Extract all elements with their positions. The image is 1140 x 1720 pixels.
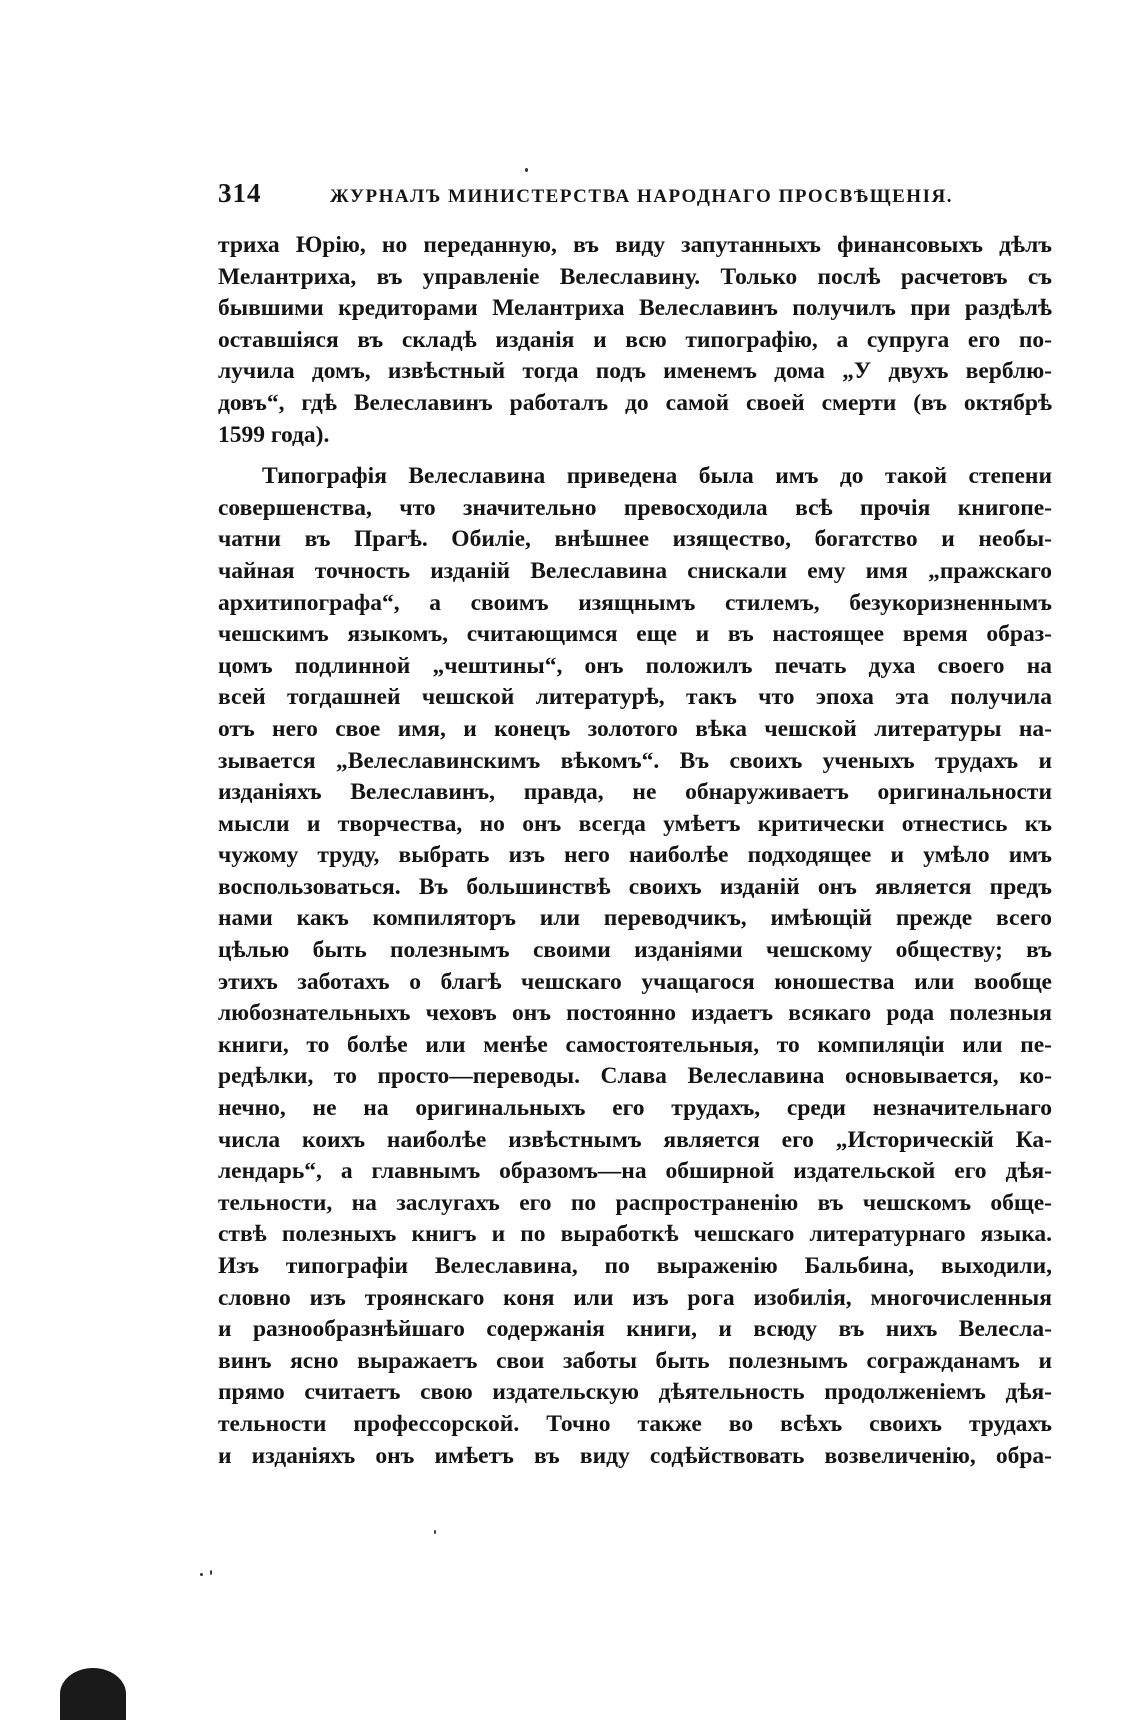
text-line: этихъ заботахъ о благѣ чешскаго учащагося юношества или вообще — [218, 968, 1052, 995]
text-line: нами какъ компиляторъ или переводчикъ, имѣющій прежде всего — [218, 905, 1052, 932]
text-line: Мелантриха, въ управленіе Велеславину. Только послѣ расчетовъ съ — [218, 263, 1052, 290]
text-line: бывшими кредиторами Мелантриха Велеславинъ получилъ при раздѣлѣ — [218, 295, 1052, 322]
text-line: цомъ подлинной „чештины“, онъ положилъ печать духа своего на — [218, 652, 1052, 679]
text-line: тельности профессорской. Точно также во всѣхъ своихъ трудахъ — [218, 1410, 1052, 1437]
text-line: тельности, на заслугахъ его по распространенію въ чешскомъ обще- — [218, 1189, 1052, 1216]
text-line: довъ“, гдѣ Велеславинъ работалъ до самой своей смерти (въ октябрѣ — [218, 389, 1052, 416]
text-line: чужому труду, выбрать изъ него наиболѣе подходящее и умѣло имъ — [218, 842, 1052, 869]
text-line: ствѣ полезныхъ книгъ и по выработкѣ чешскаго литературнаго языка. — [218, 1221, 1052, 1248]
text-line: книги, то болѣе или менѣе самостоятельныя, то компиляціи или пе- — [218, 1031, 1052, 1058]
text-line: зывается „Велеславинскимъ вѣкомъ“. Въ своихъ ученыхъ трудахъ и — [218, 747, 1052, 774]
text-line: и разнообразнѣйшаго содержанія книги, и всюду въ нихъ Велесла- — [218, 1316, 1052, 1343]
text-line: нечно, не на оригинальныхъ его трудахъ, среди незначительнаго — [218, 1095, 1052, 1122]
text-line: изданіяхъ Велеславинъ, правда, не обнаруживаетъ оригинальности — [218, 779, 1052, 806]
text-line: редѣлки, то просто—переводы. Слава Велеславина основывается, ко- — [218, 1063, 1052, 1090]
paragraph-gap — [218, 451, 1052, 461]
ink-speck — [200, 1573, 203, 1576]
page-header — [218, 178, 1052, 212]
text-line: оставшіяся въ складѣ изданія и всю типографію, а супруга его по- — [218, 326, 1052, 353]
ink-speck — [525, 168, 528, 172]
text-line: мысли и творчества, но онъ всегда умѣетъ критически отнестись къ — [218, 810, 1052, 837]
paragraph-1 — [218, 230, 1052, 451]
text-line: триха Юрію, но переданную, въ виду запутанныхъ финансовыхъ дѣлъ — [218, 232, 1052, 258]
text-line: 1599 года). — [218, 421, 330, 448]
text-line: и изданіяхъ онъ имѣетъ въ виду содѣйствовать возвеличенію, обра- — [218, 1442, 1052, 1469]
text-line: прямо считаетъ свою издательскую дѣятельность продолженіемъ дѣя- — [218, 1379, 1052, 1406]
text-line: Типографія Велеславина приведена была имъ до такой степени — [262, 463, 1052, 490]
ink-speck — [210, 1570, 212, 1575]
page-number: 314 — [218, 178, 262, 208]
text-line: винъ ясно выражаетъ свои заботы быть полезнымъ согражданамъ и — [218, 1347, 1052, 1374]
text-line: воспользоваться. Въ большинствѣ своихъ изданій онъ является предъ — [218, 873, 1052, 900]
text-line: всей тогдашней чешской литературѣ, такъ что эпоха эта получила — [218, 684, 1052, 711]
text-line: чатни въ Прагѣ. Обиліе, внѣшнее изящество, богатство и необы- — [218, 526, 1052, 553]
text-line: любознательныхъ чеховъ онъ постоянно издаетъ всякаго рода полезныя — [218, 1000, 1052, 1027]
text-line: отъ него свое имя, и конецъ золотого вѣка чешской литературы на- — [218, 715, 1052, 742]
text-line: чайная точность изданій Велеславина снискали ему имя „пражскаго — [218, 557, 1052, 584]
text-line: совершенства, что значительно превосходила всѣ прочія книгопе- — [218, 494, 1052, 521]
text-line: архитипографа“, а своимъ изящнымъ стилемъ, безукоризненнымъ — [218, 589, 1052, 616]
ink-blot — [60, 1668, 126, 1720]
running-title: ЖУРНАЛЪ МИНИСТЕРСТВА НАРОДНАГО ПРОСВѢЩЕНІЯ. — [330, 186, 953, 207]
text-line: числа коихъ наиболѣе извѣстнымъ является его „Историческій Ка- — [218, 1126, 1052, 1153]
text-line: Изъ типографіи Велеславина, по выраженію Бальбина, выходили, — [218, 1253, 1052, 1279]
text-line: цѣлью быть полезнымъ своими изданіями чешскому обществу; въ — [218, 937, 1052, 964]
ink-speck — [434, 1530, 436, 1534]
text-line: чешскимъ языкомъ, считающимся еще и въ настоящее время образ- — [218, 621, 1052, 648]
body-text — [218, 230, 1052, 1472]
paragraph-2 — [218, 461, 1052, 1472]
text-line: лендарь“, а главнымъ образомъ—на обширной издательской его дѣя- — [218, 1158, 1052, 1185]
text-line: словно изъ троянскаго коня или изъ рога изобилія, многочисленныя — [218, 1284, 1052, 1311]
text-line: лучила домъ, извѣстный тогда подъ именемъ дома „У двухъ верблю- — [218, 358, 1052, 385]
